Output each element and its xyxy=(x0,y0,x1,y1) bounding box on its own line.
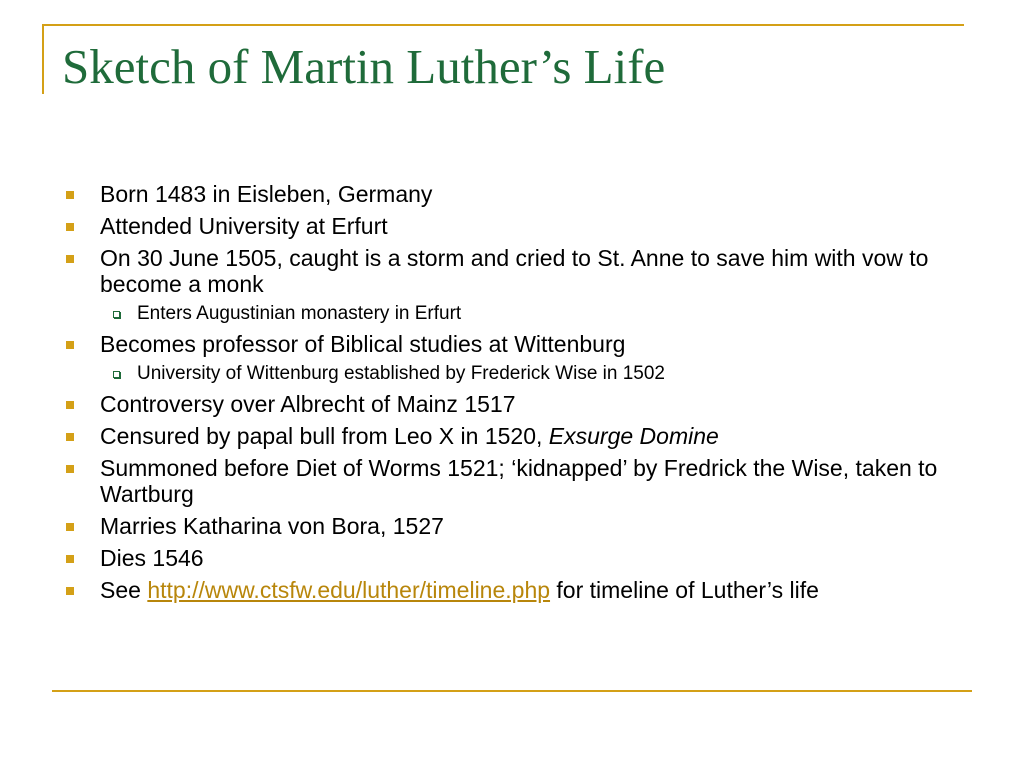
bullet-text: Attended University at Erfurt xyxy=(100,213,388,239)
sub-item-wittenburg xyxy=(62,362,962,386)
bullet-list xyxy=(62,181,962,609)
bullet-text-after: for timeline of Luther’s life xyxy=(550,577,819,603)
list-item-timeline-link xyxy=(62,577,962,603)
bullet-text: Marries Katharina von Bora, 1527 xyxy=(100,513,444,539)
square-bullet-icon xyxy=(66,433,74,441)
bullet-text: Becomes professor of Biblical studies at Wittenburg xyxy=(100,331,626,357)
list-item-censured xyxy=(62,423,962,449)
timeline-link[interactable]: http://www.ctsfw.edu/luther/timeline.php xyxy=(147,577,551,603)
papal-bull-name: Exsurge Domine xyxy=(548,423,719,449)
square-bullet-icon xyxy=(66,523,74,531)
sub-bullet-text: Enters Augustinian monastery in Erfurt xyxy=(137,303,462,324)
square-bullet-icon xyxy=(66,341,74,349)
bullet-text: Controversy over Albrecht of Mainz 1517 xyxy=(100,391,516,417)
bullet-text: Born 1483 in Eisleben, Germany xyxy=(100,181,433,207)
slide-title: Sketch of Martin Luther’s Life xyxy=(62,39,666,94)
square-bullet-icon xyxy=(66,587,74,595)
square-bullet-icon xyxy=(66,401,74,409)
hollow-square-bullet-icon xyxy=(113,311,120,318)
list-item-university xyxy=(62,213,962,239)
square-bullet-icon xyxy=(66,555,74,563)
bullet-text: Censured by papal bull from Leo X in 1520, xyxy=(100,423,549,449)
square-bullet-icon xyxy=(66,223,74,231)
square-bullet-icon xyxy=(66,465,74,473)
list-item-marriage xyxy=(62,513,962,539)
sub-bullet-text: University of Wittenburg established by Frederick Wise in 1502 xyxy=(137,363,666,384)
sub-item-monastery xyxy=(62,302,962,326)
bottom-border-line xyxy=(52,690,972,692)
square-bullet-icon xyxy=(66,191,74,199)
top-border-line xyxy=(42,24,964,26)
bullet-text: On 30 June 1505, caught is a storm and cried to St. Anne to save him with vow to become a monk xyxy=(100,245,929,297)
square-bullet-icon xyxy=(66,255,74,263)
list-item-worms xyxy=(62,455,962,507)
list-item-controversy xyxy=(62,391,962,417)
bullet-text: Dies 1546 xyxy=(100,545,204,571)
list-item-storm-vow xyxy=(62,245,962,297)
list-item-death xyxy=(62,545,962,571)
bullet-text: See xyxy=(100,577,148,603)
list-item-professor xyxy=(62,331,962,357)
hollow-square-bullet-icon xyxy=(113,371,120,378)
bullet-text: Summoned before Diet of Worms 1521; ‘kidnapped’ by Fredrick the Wise, taken to Wartburg xyxy=(100,455,938,507)
left-border-line xyxy=(42,24,44,94)
list-item-born xyxy=(62,181,962,207)
